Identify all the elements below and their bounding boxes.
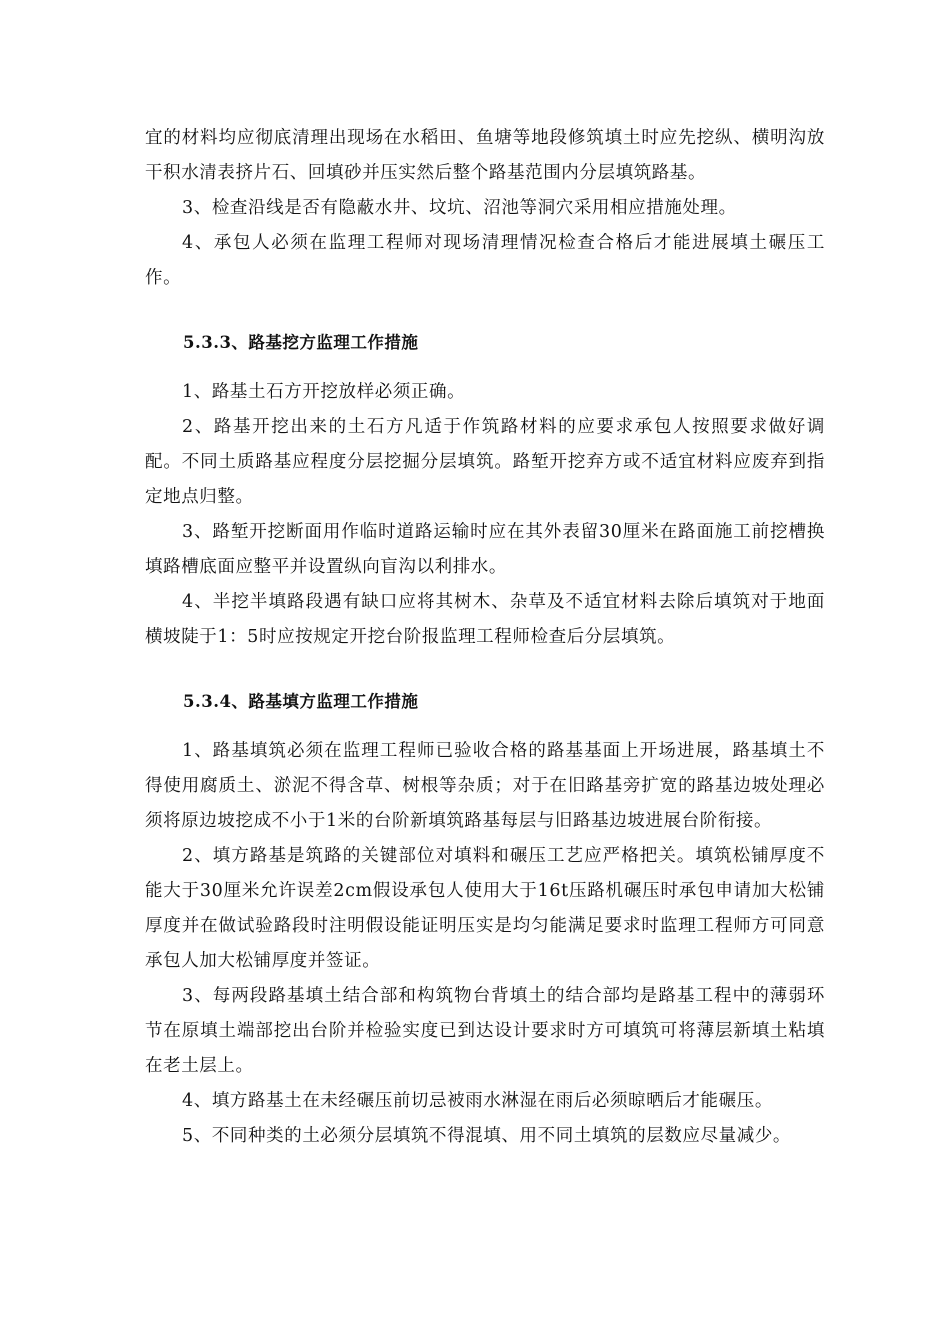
- spacer: [145, 655, 825, 684]
- paragraph-item-2: 2、填方路基是筑路的关键部位对填料和碾压工艺应严格把关。填筑松铺厚度不能大于30厘米允许误差2cm假设承包人使用大于16t压路机碾压时承包申请加大松铺厚度并在做试验路段时注明假设能证明压实是均匀能满足要求时监理工程师方可同意承包人加大松铺厚度并签证。: [145, 846, 825, 971]
- paragraph-item-4: 4、填方路基土在未经碾压前切忌被雨水淋湿在雨后必须晾晒后才能碾压。: [182, 1091, 773, 1111]
- section-heading-5-3-4: 5.3.4、路基填方监理工作措施: [183, 692, 419, 711]
- spacer: [145, 719, 825, 734]
- paragraph-item-1: 1、路基土石方开挖放样必须正确。: [182, 382, 466, 402]
- spacer: [145, 360, 825, 375]
- paragraph-item-4: 4、半挖半填路段遇有缺口应将其树木、杂草及不适宜材料去除后填筑对于地面横坡陡于1：5时应按规定开挖台阶报监理工程师检查后分层填筑。: [145, 592, 825, 647]
- paragraph-item-3: 3、每两段路基填土结合部和构筑物台背填土的结合部均是路基工程中的薄弱环节在原填土端部挖出台阶并检验实度已到达设计要求时方可填筑可将薄层新填土粘填在老土层上。: [145, 986, 825, 1076]
- paragraph-item-5: 5、不同种类的土必须分层填筑不得混填、用不同土填筑的层数应尽量减少。: [182, 1126, 792, 1146]
- section-heading-5-3-3: 5.3.3、路基挖方监理工作措施: [183, 333, 419, 352]
- spacer: [145, 296, 825, 325]
- document-body: [145, 121, 825, 1154]
- paragraph-item-2: 2、路基开挖出来的土石方凡适于作筑路材料的应要求承包人按照要求做好调配。不同土质路基应程度分层挖掘分层填筑。路堑开挖弃方或不适宜材料应废弃到指定地点归整。: [145, 417, 825, 507]
- paragraph-continued: 宜的材料均应彻底清理出现场在水稻田、鱼塘等地段修筑填土时应先挖纵、横明沟放干积水清表挤片石、回填砂并压实然后整个路基范围内分层填筑路基。: [145, 128, 825, 183]
- paragraph-item-3: 3、路堑开挖断面用作临时道路运输时应在其外表留30厘米在路面施工前挖槽换填路槽底面应整平并设置纵向盲沟以利排水。: [145, 522, 825, 577]
- paragraph-item-1: 1、路基填筑必须在监理工程师已验收合格的路基基面上开场进展，路基填土不得使用腐质土、淤泥不得含草、树根等杂质；对于在旧路基旁扩宽的路基边坡处理必须将原边坡挖成不小于1米的台阶新填筑路基每层与旧路基边坡进展台阶衔接。: [145, 741, 825, 831]
- paragraph-item-4: 4、承包人必须在监理工程师对现场清理情况检查合格后才能进展填土碾压工作。: [145, 233, 825, 288]
- paragraph-item-3: 3、检查沿线是否有隐蔽水井、坟坑、沼池等洞穴采用相应措施处理。: [182, 198, 737, 218]
